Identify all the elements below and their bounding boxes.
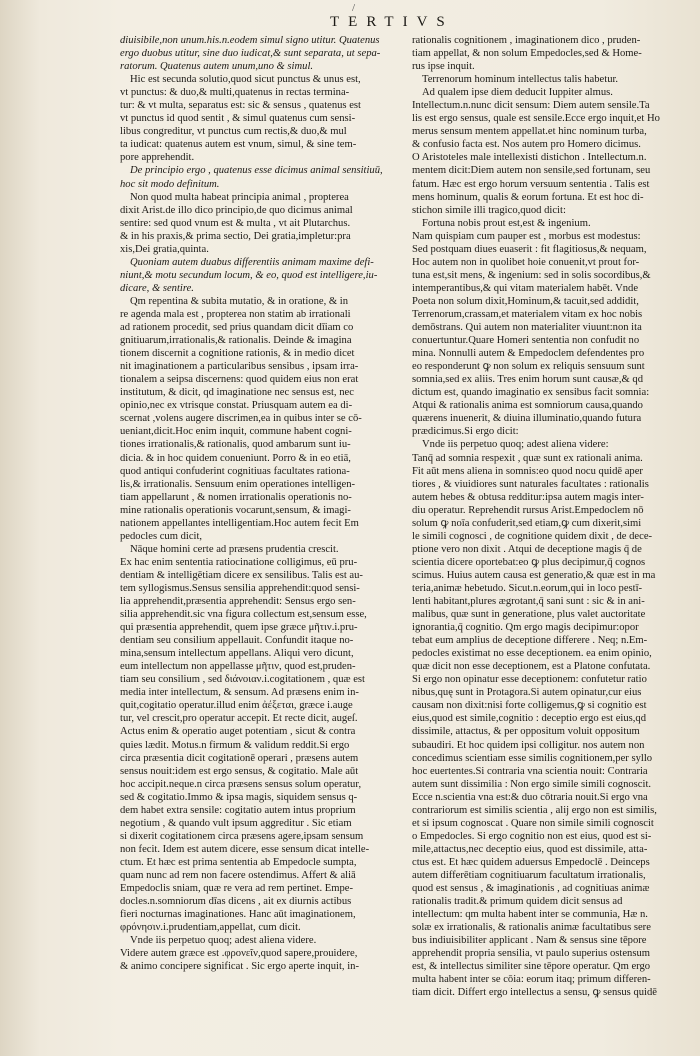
text-line: niunt,& motu secundum locum, & eo, quod est intelligere,iu- (120, 269, 378, 281)
text-line: scernat ,volens augere discrimen,ea in quibus inter se cō- (120, 413, 362, 425)
text-line: fatum. Hæc est ergo horum versuum sententia . Talis est (412, 178, 650, 190)
text-line: autem hebes & obtusa redditur:ipsa autem magis inter- (412, 491, 644, 503)
text-line: pore apprehendit. (120, 152, 195, 164)
text-line: rationalis cognitionem , imaginationem dico , pruden- (412, 35, 641, 46)
text-line: mine rationalis operationis vocarunt,sensum, & imagi- (120, 504, 351, 516)
text-line: gnitiuarum,irrationalis,& rationalis. Deinde & imagina (120, 335, 352, 347)
text-line: Fortuna nobis prout est,est & ingenium. (422, 217, 591, 229)
text-line: subaudiri. Et hoc quidem ipsi colligitur. nos autem non (412, 739, 645, 751)
text-line: solæ ex irrationalis, & rationalis animæ facultatibus sere (412, 922, 651, 934)
text-line: multa habent inter se cōia: eorum itaq; primum differen- (412, 974, 651, 986)
text-line: si dixerit cogitationem circa præsens agere,ipsam sensum (120, 830, 364, 842)
text-line: fieri nocturnas imaginationes. Hanc aūt imaginationem, (120, 909, 356, 921)
text-line: Vnde iis perpetuo quoq; adest aliena videre: (422, 439, 609, 451)
text-line: est, & intellectus similiter sine tēpore operatur. Qm ergo (412, 961, 651, 973)
text-line: intemperantibus,& qui vitam materialem habēt. Vnde (412, 282, 639, 294)
text-line: dicare, & sentire. (120, 282, 194, 294)
text-line: Nāque homini certe ad præsens prudentia crescit. (130, 543, 339, 555)
text-line: & animo concipere significat . Sic ergo aperte inquit, in- (120, 961, 359, 973)
text-line: ctus est. Et hæc quidem aduersus Empedoclē . Deinceps (412, 856, 650, 868)
text-line: ratorum. Quatenus autem unum,uno & simul. (120, 61, 314, 73)
text-line: lis,& irrationalis. Sensuum enim operationes intelligen- (120, 478, 356, 490)
text-line: contrariorum est similis scientia , alij ergo non est similis, (412, 804, 657, 816)
text-line: ueniant,dicit.Hoc enim inquit, commune habent cogni- (120, 426, 352, 438)
text-line: media inter intellectum, & sensum. Ad præsens enim in- (120, 687, 359, 699)
text-line: tebat eum amplius de deceptione differere . Neq; n.Em- (412, 635, 648, 647)
text-line: nit imaginationem a particularibus sensibus , ipsam irra- (120, 361, 359, 373)
text-line: Nam quispiam cum pauper est , morbus est modestus: (412, 230, 641, 242)
text-line: Atqui & rationalis anima est somniorum causa,quando (412, 400, 643, 412)
text-line: rus ipse inquit. (412, 61, 475, 73)
text-line: quam nunc ad rem non facere ostendimus. Affert & aliā (120, 870, 356, 881)
text-line: bus indiuisibiliter applicant . Nam & sensus sine tēpore (412, 935, 647, 947)
text-line: Ecce n.scientia vna est:& duo cōtraria nouit.Si ergo vna (412, 791, 648, 803)
text-line: quod est sensus , & imaginationis , ad cognitiuas animæ (412, 883, 650, 895)
text-line: opinio,nec ex vtrisque constat. Priusquam autem ea di- (120, 400, 353, 412)
text-line: concedimus scientiam esse similis cognitionem,per syllo (412, 752, 653, 764)
text-line: dixit Arist.de illo dico principio,de quo dicimus animal (120, 204, 353, 216)
text-line: causam non dixit:nisi forte colligemus,ꝙ si cognitio est (412, 700, 647, 712)
text-line: tiam appellarunt , & nomen irrationalis operationis no- (120, 491, 352, 503)
text-line: tionem discernit a cognitione rationis, & in medio dicet (120, 348, 355, 360)
text-line: Fit aūt mens aliena in somnis:eo quod nocu quidē aper (412, 465, 643, 477)
text-line: merus sensum mentem appellat.et hinc nominum turba, (412, 126, 647, 138)
text-line: pedocles existimat no esse deceptionem. ea enim opinio, (412, 648, 652, 660)
text-line: quies lædit. Motus.n firmum & validum reddit.Si ergo (120, 739, 350, 751)
text-line: De principio ergo , quatenus esse dicimus animal sensitiuū, (130, 165, 383, 177)
page-title: TERTIVS (330, 14, 454, 30)
text-line: demōstrans. Qui autem non materialiter viuunt:non ita (412, 322, 642, 334)
text-line: eius,quod est simile,cognitio : deceptio ergo est eius,qd (412, 713, 647, 725)
text-line: tur, vel crescit,pro operatur accepit. Et recte dicit, augeſ. (120, 713, 358, 725)
text-line: Intellectum.n.nunc dicit sensum: Diem autem sensile.Ta (412, 100, 650, 112)
text-line: rationalis tradit.& primum quidem dicit sensus ad (412, 896, 623, 908)
text-line: hoc accipit.neque.n circa præsens sensus solum operatur, (120, 778, 362, 790)
text-line: lenti habitant,plures ægrotant,q̄ sani sunt : sic & in ani- (412, 596, 645, 608)
text-line: tiam seu consilium , sed διάνοιαν.i.cogitationem , quæ est (120, 674, 365, 686)
text-line: tiones irrationalis,& rationalis, quod ambarum sunt iu- (120, 439, 351, 451)
text-line: Hoc autem non in quolibet hoie conuenit,vt prout for- (412, 256, 640, 268)
text-line: ad rationem procedit, sed prius quandam dicit dīiam co (120, 322, 354, 334)
text-line: mens hominum, qualis & eorum fortuna. Et est hoc di- (412, 191, 644, 203)
text-line: le simili cognosci , de cognitione quidem dixit , de dece- (412, 530, 653, 542)
text-line: malibus, quæ sunt in generatione, plus valet auctoritate (412, 609, 646, 621)
left-text-column (120, 34, 388, 973)
text-line: O Aristoteles male intellexisti distichon . Intellectum.n. (412, 152, 647, 164)
text-line: apprehendit propria sensilia, vt paulo superius ostensum (412, 948, 651, 960)
text-line: vt punctus id quod sentit , & simul quatenus cum sensi- (120, 113, 356, 125)
text-line: Ex hac enim sententia ratiocinatione colligimus, eū pru- (120, 556, 358, 568)
text-line: sed & cogitatio.Immo & ipsa magis, siquidem sensus q- (120, 791, 358, 803)
text-line: Sed postquam diues euaserit : fit flagitiosus,& nequam, (412, 243, 647, 255)
text-line: non fecit. Idem est autem dicere, esse sensum dicat intelle- (120, 843, 370, 855)
text-line: mentem dicit:Diem autem non sensile,sed fortunam, seu (412, 165, 651, 177)
text-line: silia apprehendit.sic vna figura collectum est,sensum esse, (120, 609, 367, 621)
running-header (330, 14, 690, 31)
text-line: mile,attactus,nec deceptio eius, quod est dissimile, atta- (412, 843, 648, 855)
text-line: tuna est,sit mens, & ingenium: sed in solis socordibus,& (412, 269, 651, 281)
text-line: tem syllogismus.Sensus sensilia apprehendit:quod sensi- (120, 582, 360, 594)
text-line: Terrenorum,crassam,et materialem vitam ex hoc nobis (412, 308, 643, 320)
text-line: solum ꝙ noīa confuderit,sed etiam,ꝙ cum dixerit,simi (412, 517, 642, 529)
text-line: ctum. Et hæc est prima sententia ab Empedocle sumpta, (120, 856, 357, 868)
text-line: diuisibile,non unum.his.n.eodem simul signo utitur. Quatenus (120, 35, 380, 46)
text-line: quit,cogitatio operatur.illud enim ἀέξεται, græce i.auge (120, 700, 353, 712)
text-line: stichon simile illi tragico,quod dicit: (412, 204, 566, 216)
text-line: Empedoclis sniam, quæ re vera ad rem pertinet. Empe- (120, 883, 353, 895)
text-line: et si ipsum cognoscat . Quare non simile simili cognoscit (412, 817, 654, 829)
text-line: dicia. & in hoc quidem conueniunt. Porro & in eo etiā, (120, 452, 351, 464)
text-line: scimus. Huius autem causa est generatio,& quæ est in ma (412, 569, 656, 581)
text-line: re agenda mala est , propterea non statim ab irrationali (120, 308, 351, 320)
text-line: Terrenorum hominum intellectus talis habetur. (422, 74, 619, 86)
text-line: Tanq̄ ad somnia respexit , quæ sunt ex rationali anima. (412, 452, 643, 464)
text-line: & in his praxis,& prima sectio, Dei gratia,impletur:pra (120, 230, 351, 242)
text-line: lis est ergo sensus, quale est sensile.Ecce ergo inquit,et Ho (412, 113, 660, 125)
text-line: pedocles cum dicit, (120, 530, 203, 542)
text-line: sentire: sed quod vnum est & multa , vt ait Plutarchus. (120, 217, 351, 229)
text-line: Quoniam autem duabus differentiis animam maxime defi- (130, 256, 374, 268)
text-line: dem habet extra sensile: cogitatio autem intus proprium (120, 804, 356, 816)
text-line: nationem appellantes intelligentiam.Hoc autem fecit Em (120, 517, 359, 529)
text-line: quod antiqui confuderint cognitiuas facultates rationa- (120, 465, 350, 477)
text-line: somnia,sed ex aliis. Tres enim horum sunt causæ,& qd (412, 374, 643, 386)
text-line: Actus enim & operatio auget potentiam , sicut & contra (120, 726, 356, 738)
text-line: dentiam seu consilium appellauit. Confundit itaque no- (120, 635, 354, 647)
text-line: docles.n.somniorum dīas dicens , ait ex diurnis actibus (120, 896, 352, 908)
text-line: Hic est secunda solutio,quod sicut punctus & unus est, (130, 74, 361, 86)
text-line: tiores , & viuidiores sunt naturales facultates : rationalis (412, 478, 649, 490)
text-line: ergo duobus utitur, sine duo iudicat,& sunt separata, ut sepa- (120, 48, 381, 60)
text-line: eo responderunt ꝙ non solum ex reliquis sensuum sunt (412, 361, 645, 373)
text-line: ignorantia,q̄ cognitio. Qm ergo magis decipimur:opor (412, 622, 639, 634)
text-line: circa præsentia dicit cogitationē operari , præsens autem (120, 752, 359, 764)
text-line: scientia dicere oportebat:eo ꝙ plus decipimur,q̄ cognos (412, 556, 646, 568)
text-line: dissimile, attactus, & per oppositum voluit oppositum (412, 726, 640, 738)
text-line: ptione vero non dixit . Atqui de deceptione magis q̄ de (412, 543, 642, 555)
text-line: vt punctus: & duo,& multi,quatenus in rectas termina- (120, 87, 350, 99)
text-line: intellectum: qm multa habent inter se communia, Hæ n. (412, 909, 648, 921)
text-line: tur: & vt multa, separatus est: sic & sensus , quatenus est (120, 100, 361, 112)
text-line: sensus nouit:idem est ergo sensus, & cogitatio. Male aūt (120, 765, 359, 777)
text-line: quærens inuenerit, & diuina illuminatio,quando futura (412, 413, 642, 425)
text-line: institutum, & dicit, qd imaginatione nec sensus est, nec (120, 387, 354, 399)
text-line: lia apprehendit,præsentia apprehendit: Sensus ergo sen- (120, 596, 356, 608)
top-mark: / (352, 2, 356, 14)
text-line: Qm repentina & subita mutatio, & in oratione, & in (130, 295, 349, 307)
text-line: ta iudicat: quatenus autem est vnum, simul, & sine tem- (120, 139, 357, 151)
text-line: tiam appellat, & non solum Empedocles,sed & Home- (412, 48, 642, 60)
text-line: nibus,quę sunt in Protagora.Si autem opinatur,cur eius (412, 687, 642, 699)
text-line: o Empedocles. Si ergo cognitio non est eius, quod est si- (412, 830, 652, 842)
text-line: tionalem a seipsa discernens: quod quidem eius non erat (120, 374, 359, 386)
text-line: negotium , & quando vult ipsum aggreditur . Sic etiam (120, 817, 352, 829)
text-line: autem sunt dissimilia : Non ergo simile simili cognoscit. (412, 778, 652, 790)
text-line: autem differētiam cognitiuarum facultatum irrationalis, (412, 870, 646, 881)
text-line: mina. Nonnulli autem & Empedoclem defendentes pro (412, 348, 645, 360)
text-line: xis,Dei gratia,quinta. (120, 243, 209, 255)
text-line: hoc euertentes.Si contraria vna scientia nouit: Contraria (412, 765, 648, 777)
text-line: libus congreditur, vt punctus cum rectis,& duo,& mul (120, 126, 347, 138)
right-text-column (412, 34, 694, 999)
text-line: diu operatur. Reprehendit rursus Arist.Empedoclem nō (412, 504, 644, 516)
text-line: quæ dicit non esse deceptionem, est a Platone confutata. (412, 661, 651, 673)
text-line: mina,sensum intellectum appellans. Aliqui vero dicunt, (120, 648, 354, 660)
text-line: eum intellectum non appellasse μῆτιν, quod est,pruden- (120, 661, 356, 673)
text-line: dentiam & intelligētiam dicere ex sensilibus. Talis est au- (120, 569, 363, 581)
text-line: hoc sit modo definitum. (120, 178, 220, 190)
text-line: Poeta non solum dixit,Hominum,& tacuit,sed addidit, (412, 295, 639, 307)
text-line: Videre autem græce est .φρονεῖν,quod sapere,prouidere, (120, 948, 358, 960)
text-line: qui præsentia apprehendit, quem ipse græce μῆτιν.i.pru- (120, 622, 358, 634)
text-line: Ad qualem ipse diem deducit Iuppiter almus. (422, 87, 613, 99)
text-line: & confusio facta est. Nos autem pro Homero dicimus. (412, 139, 641, 151)
text-line: φρόνησιν.i.prudentiam,appellat, cum dicit. (120, 922, 301, 934)
text-line: teria,animæ hebetudo. Sicut.n.eorum,qui in loco pestī- (412, 582, 643, 594)
text-line: prædicimus.Si ergo dicit: (412, 426, 519, 438)
text-line: Si ergo non opinatur esse deceptionem: confutetur ratio (412, 674, 647, 686)
text-line: tiam dicit. Differt ergo intellectus a sensu, ꝙ sensus quidē (412, 987, 657, 999)
text-line: Vnde iis perpetuo quoq; adest aliena videre. (130, 935, 317, 947)
text-line: dictum est, quando imaginatio ex sensibus facit somnia: (412, 387, 650, 399)
text-line: conuertuntur.Quare Homeri sententia non confudit no (412, 335, 640, 347)
text-line: Non quod multa habeat principia animal , propterea (130, 191, 349, 203)
